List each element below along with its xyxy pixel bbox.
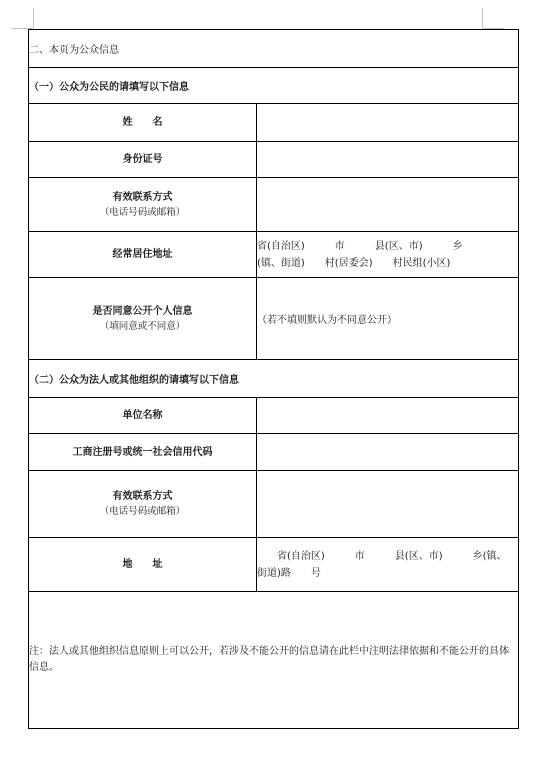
contact-field[interactable]	[257, 178, 519, 232]
part1-header: （一）公众为公民的请填写以下信息	[29, 68, 519, 104]
crop-mark-right	[482, 8, 483, 28]
consent-label: 是否同意公开个人信息 （填同意或不同意）	[29, 278, 257, 360]
residence-address-line2: (镇、街道) 村(居委会) 村民组(小区)	[257, 257, 451, 269]
residence-address-field[interactable]	[257, 232, 519, 278]
consent-sub-label: （填同意或不同意）	[99, 320, 186, 332]
name-field[interactable]	[257, 104, 519, 142]
org-contact-field[interactable]	[257, 471, 519, 538]
name-label: 姓 名	[29, 104, 257, 142]
registration-code-field[interactable]	[257, 434, 519, 471]
registration-code-label: 工商注册号或统一社会信用代码	[29, 434, 257, 471]
org-address-line2: 街道)路 号	[257, 567, 321, 579]
residence-address-label: 经常居住地址	[29, 232, 257, 278]
org-address-line1: 省(自治区) 市 县(区、市) 乡(镇、	[257, 550, 507, 562]
public-info-table	[28, 29, 519, 729]
unit-name-field[interactable]	[257, 398, 519, 434]
crop-mark-left	[33, 8, 34, 28]
part2-header: （二）公众为法人或其他组织的请填写以下信息	[29, 360, 519, 398]
contact-sub-label: （电话号码或邮箱）	[99, 206, 186, 218]
note-field[interactable]	[29, 592, 519, 729]
id-number-label: 身份证号	[29, 142, 257, 178]
contact-label: 有效联系方式 （电话号码或邮箱）	[29, 178, 257, 232]
org-address-label: 地 址	[29, 538, 257, 592]
residence-address-line1: 省(自治区) 市 县(区、市) 乡	[257, 240, 463, 252]
note-text: 注：法人或其他组织信息原则上可以公开，若涉及不能公开的信息请在此栏中注明法律依据和不能公开的具体信息。	[29, 646, 509, 673]
org-address-field[interactable]	[257, 538, 519, 592]
org-contact-label: 有效联系方式 （电话号码或邮箱）	[29, 471, 257, 538]
consent-field[interactable]	[257, 278, 519, 360]
consent-hint: （若不填则默认为不同意公开）	[257, 315, 397, 326]
id-number-field[interactable]	[257, 142, 519, 178]
org-contact-sub-label: （电话号码或邮箱）	[99, 506, 186, 517]
section-title: 二、本页为公众信息	[29, 30, 519, 68]
unit-name-label: 单位名称	[29, 398, 257, 434]
